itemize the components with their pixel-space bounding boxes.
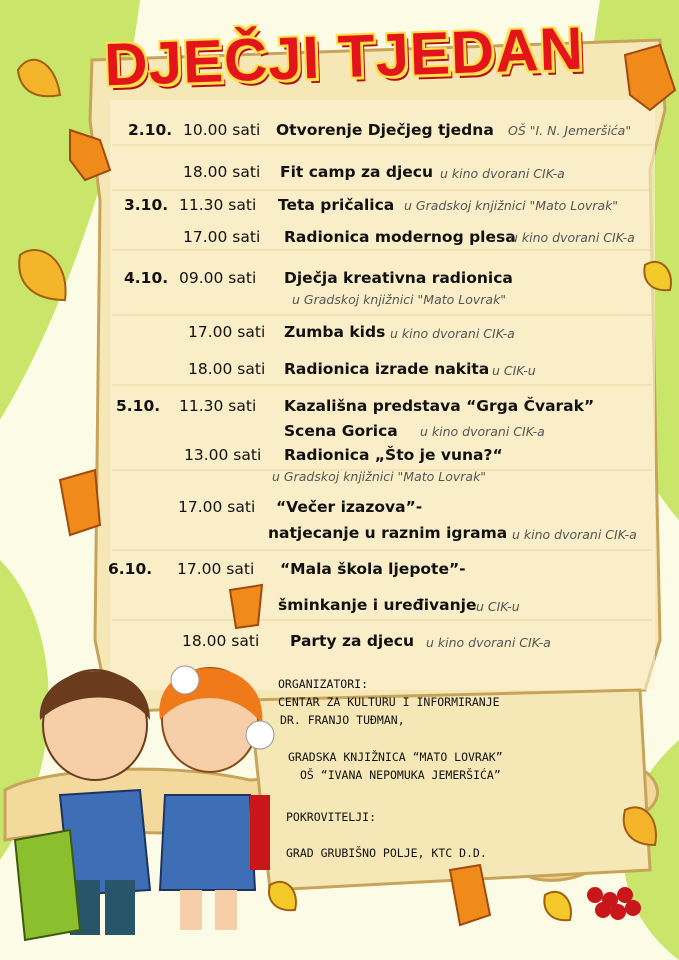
event-name-line2: Scena Gorica — [284, 422, 398, 440]
event-venue: u kino dvorani CIK-a — [440, 166, 565, 181]
event-name: Dječja kreativna radionica — [284, 269, 513, 287]
event-time: 17.00 sati — [183, 228, 261, 246]
event-date: 2.10. — [128, 121, 173, 139]
event-time: 13.00 sati — [184, 446, 262, 464]
event-venue: u kino dvorani CIK-a — [426, 635, 551, 650]
event-time: 18.00 sati — [188, 360, 266, 378]
event-name: Party za djecu — [290, 632, 414, 650]
event-venue: u CIK-u — [476, 599, 520, 614]
event-date: 5.10. — [116, 397, 161, 415]
organizer-line: OŠ “IVANA NEPOMUKA JEMERŠIĆA” — [300, 768, 501, 782]
event-time: 11.30 sati — [179, 397, 257, 415]
event-name-line2: šminkanje i uređivanje — [278, 596, 477, 614]
event-name: Fit camp za djecu — [280, 163, 434, 181]
event-name: Radionica „Što je vuna?“ — [284, 446, 503, 464]
event-name: “Mala škola ljepote”- — [280, 560, 466, 578]
event-date: 3.10. — [124, 196, 169, 214]
event-time: 18.00 sati — [182, 632, 260, 650]
event-time: 09.00 sati — [179, 269, 257, 287]
event-name: “Večer izazova”- — [276, 498, 423, 516]
event-venue: u kino dvorani CIK-a — [390, 326, 515, 341]
event-time: 17.00 sati — [188, 323, 266, 341]
event-name: Zumba kids — [284, 323, 386, 341]
event-venue: u kino dvorani CIK-a — [420, 424, 545, 439]
event-name-line2: natjecanje u raznim igrama — [268, 524, 508, 542]
event-venue: u kino dvorani CIK-a — [510, 230, 635, 245]
event-name: Radionica izrade nakita — [284, 360, 490, 378]
organizers-heading: ORGANIZATORI: — [278, 677, 369, 691]
organizer-line: DR. FRANJO TUĐMAN, — [280, 713, 405, 727]
event-date: 6.10. — [108, 560, 153, 578]
organizer-line: CENTAR ZA KULTURU I INFORMIRANJE — [278, 695, 500, 709]
event-name: Radionica modernog plesa — [284, 228, 516, 246]
event-time: 17.00 sati — [178, 498, 256, 516]
event-venue: u Gradskoj knjižnici "Mato Lovrak" — [404, 198, 619, 213]
event-venue: u Gradskoj knjižnici "Mato Lovrak" — [292, 292, 507, 307]
event-time: 11.30 sati — [179, 196, 257, 214]
event-time: 18.00 sati — [183, 163, 261, 181]
sponsor-line: GRAD GRUBIŠNO POLJE, KTC D.D. — [286, 846, 487, 860]
event-name: Otvorenje Dječjeg tjedna — [276, 121, 494, 139]
event-venue: u kino dvorani CIK-a — [512, 527, 637, 542]
poster-title: DJEČJI TJEDAN — [103, 14, 585, 99]
event-venue: OŠ "I. N. Jemeršića" — [508, 123, 632, 138]
event-venue: u Gradskoj knjižnici "Mato Lovrak" — [272, 469, 487, 484]
sponsors-heading: POKROVITELJI: — [286, 810, 377, 824]
event-date: 4.10. — [124, 269, 169, 287]
organizer-line: GRADSKA KNJIŽNICA “MATO LOVRAK” — [288, 750, 503, 764]
event-time: 17.00 sati — [177, 560, 255, 578]
event-time: 10.00 sati — [183, 121, 261, 139]
event-name: Teta pričalica — [278, 196, 395, 214]
event-name: Kazališna predstava “Grga Čvarak” — [284, 397, 595, 415]
event-venue: u CIK-u — [492, 363, 536, 378]
